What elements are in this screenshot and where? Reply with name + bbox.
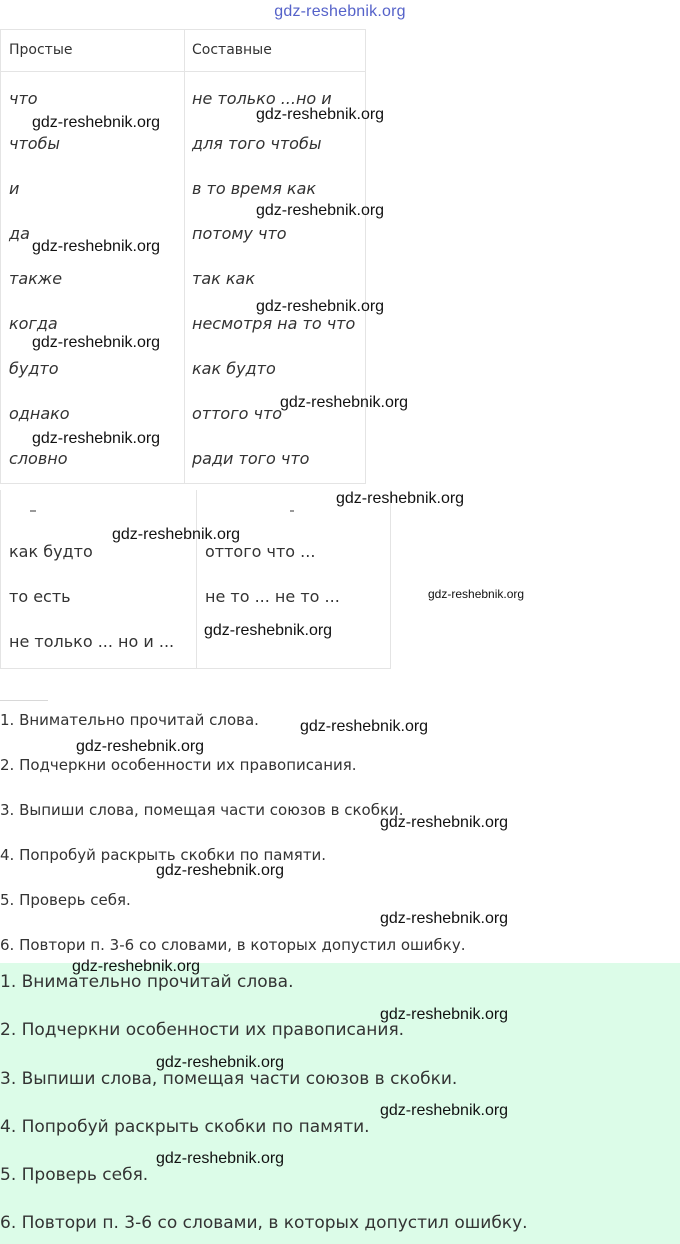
cell-compound: несмотря на то что xyxy=(192,314,356,333)
cell-compound: оттого что xyxy=(192,404,283,423)
instruction-item: 1. Внимательно прочитай слова. xyxy=(0,711,259,729)
watermark: gdz-reshebnik.org xyxy=(380,1006,509,1023)
separator xyxy=(0,700,48,701)
watermark: gdz-reshebnik.org xyxy=(112,526,241,543)
highlighted-instruction-item: 1. Внимательно прочитай слова. xyxy=(0,972,294,992)
conjunctions-table xyxy=(0,29,366,484)
cell-right: не то ... не то ... xyxy=(205,587,340,606)
cell-left: не только ... но и ... xyxy=(9,632,175,651)
watermark: gdz-reshebnik.org xyxy=(32,430,161,447)
cell-compound: потому что xyxy=(192,224,287,243)
highlighted-instruction-item: 4. Попробуй раскрыть скобки по памяти. xyxy=(0,1117,370,1137)
cell-compound: для того чтобы xyxy=(192,134,322,153)
highlighted-instruction-item: 3. Выпиши слова, помещая части союзов в скобки. xyxy=(0,1069,458,1089)
watermark: gdz-reshebnik.org xyxy=(380,910,509,927)
watermark: gdz-reshebnik.org xyxy=(156,1054,285,1071)
watermark: gdz-reshebnik.org xyxy=(156,1150,285,1167)
highlighted-instructions xyxy=(0,963,680,1244)
watermark: gdz-reshebnik.org xyxy=(336,490,465,507)
watermark: gdz-reshebnik.org xyxy=(32,334,161,351)
cell-compound: в то время как xyxy=(192,179,317,198)
cell-simple: чтобы xyxy=(9,134,61,153)
header-compound: Составные xyxy=(192,42,272,58)
cell-simple: и xyxy=(9,179,20,198)
cell-simple: будто xyxy=(9,359,59,378)
cell-simple: да xyxy=(9,224,30,243)
cell-compound: как будто xyxy=(192,359,276,378)
highlighted-instruction-item: 5. Проверь себя. xyxy=(0,1165,149,1185)
watermark: gdz-reshebnik.org xyxy=(72,958,201,975)
cell-simple: однако xyxy=(9,404,70,423)
cell-simple: что xyxy=(9,89,38,108)
watermark: gdz-reshebnik.org xyxy=(204,622,333,639)
cell-simple: когда xyxy=(9,314,58,333)
instruction-item: 2. Подчеркни особенности их правописания. xyxy=(0,756,357,774)
watermark: gdz-reshebnik.org xyxy=(156,862,285,879)
conjunctions-table-2 xyxy=(0,490,391,669)
column-divider xyxy=(196,490,197,668)
watermark: gdz-reshebnik.org xyxy=(76,738,205,755)
watermark: gdz-reshebnik.org xyxy=(256,202,385,219)
cell-simple: словно xyxy=(9,449,68,468)
cell-right: оттого что ... xyxy=(205,542,316,561)
highlighted-instruction-item: 6. Повтори п. 3-6 со словами, в которых допустил ошибку. xyxy=(0,1213,528,1233)
header-divider xyxy=(1,71,365,72)
highlighted-instruction-item: 2. Подчеркни особенности их правописания. xyxy=(0,1020,405,1040)
cell-compound: не только ...но и xyxy=(192,89,332,108)
header-simple: Простые xyxy=(9,42,73,58)
site-header-link[interactable]: gdz-reshebnik.org xyxy=(274,3,406,20)
cell-left: то есть xyxy=(9,587,71,606)
column-divider xyxy=(184,30,185,483)
watermark: gdz-reshebnik.org xyxy=(300,718,429,735)
cell-compound: ради того что xyxy=(192,449,310,468)
watermark: gdz-reshebnik.org xyxy=(380,814,509,831)
watermark: gdz-reshebnik.org xyxy=(32,238,161,255)
site-header[interactable] xyxy=(0,0,680,24)
watermark: gdz-reshebnik.org xyxy=(380,1102,509,1119)
watermark: gdz-reshebnik.org xyxy=(428,587,525,601)
watermark: gdz-reshebnik.org xyxy=(32,114,161,131)
watermark: gdz-reshebnik.org xyxy=(280,394,409,411)
instruction-item: 6. Повтори п. 3-6 со словами, в которых допустил ошибку. xyxy=(0,936,466,954)
watermark: gdz-reshebnik.org xyxy=(256,298,385,315)
watermark: gdz-reshebnik.org xyxy=(256,106,385,123)
instruction-item: 3. Выпиши слова, помещая части союзов в скобки. xyxy=(0,801,404,819)
cell-left: как будто xyxy=(9,542,93,561)
cell-compound: так как xyxy=(192,269,256,288)
cell-simple: также xyxy=(9,269,63,288)
instruction-item: 5. Проверь себя. xyxy=(0,891,131,909)
instruction-item: 4. Попробуй раскрыть скобки по памяти. xyxy=(0,846,327,864)
